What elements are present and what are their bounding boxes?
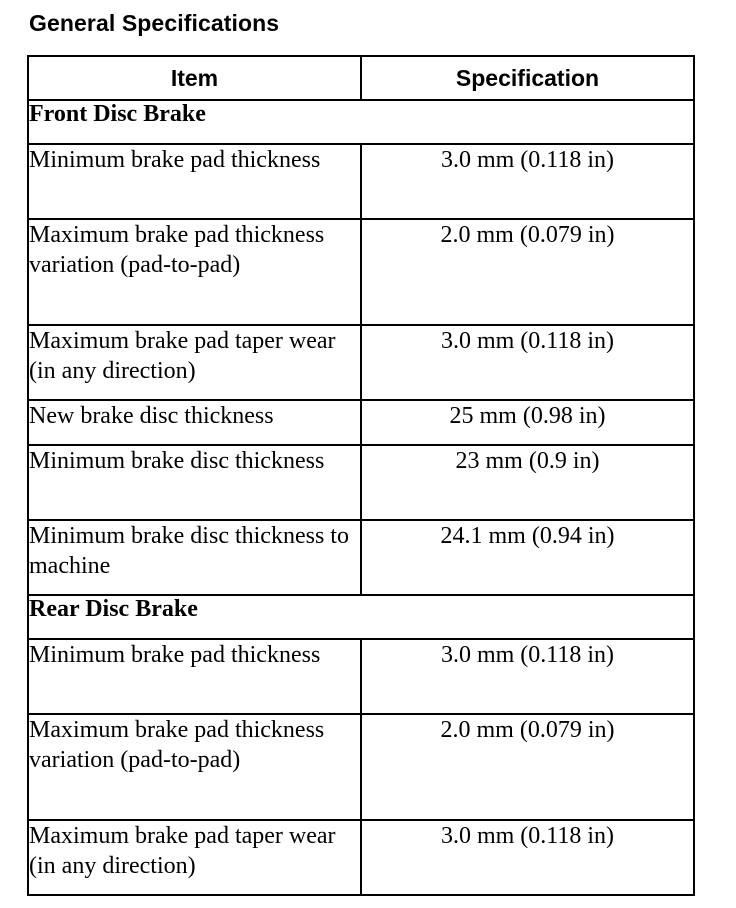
item-cell: Maximum brake pad thickness variation (pad-to-pad) [28,714,361,820]
item-cell: Minimum brake disc thickness [28,445,361,520]
column-header-item: Item [28,56,361,100]
section-row-front-disc-brake [28,100,694,144]
item-cell: Minimum brake disc thickness to machine [28,520,361,595]
spec-cell: 25 mm (0.98 in) [361,400,694,445]
item-cell: New brake disc thickness [28,400,361,445]
item-cell: Maximum brake pad taper wear (in any direction) [28,325,361,400]
item-cell: Maximum brake pad taper wear (in any direction) [28,820,361,895]
table-row [28,520,694,595]
table-row [28,219,694,325]
table-header-row [28,56,694,100]
table-row [28,144,694,219]
column-header-specification: Specification [361,56,694,100]
table-row [28,714,694,820]
item-cell: Minimum brake pad thickness [28,639,361,714]
table-row [28,325,694,400]
spec-cell: 3.0 mm (0.118 in) [361,820,694,895]
spec-cell: 2.0 mm (0.079 in) [361,714,694,820]
spec-cell: 3.0 mm (0.118 in) [361,325,694,400]
item-cell: Maximum brake pad thickness variation (pad-to-pad) [28,219,361,325]
spec-cell: 3.0 mm (0.118 in) [361,639,694,714]
spec-cell: 23 mm (0.9 in) [361,445,694,520]
table-row [28,639,694,714]
item-cell: Minimum brake pad thickness [28,144,361,219]
section-row-rear-disc-brake [28,595,694,639]
spec-cell: 2.0 mm (0.079 in) [361,219,694,325]
section-label: Rear Disc Brake [28,595,694,639]
spec-cell: 3.0 mm (0.118 in) [361,144,694,219]
table-row [28,820,694,895]
table-row [28,445,694,520]
page-title: General Specifications [29,10,280,36]
spec-cell: 24.1 mm (0.94 in) [361,520,694,595]
specifications-table [27,55,695,896]
section-label: Front Disc Brake [28,100,694,144]
table-row [28,400,694,445]
